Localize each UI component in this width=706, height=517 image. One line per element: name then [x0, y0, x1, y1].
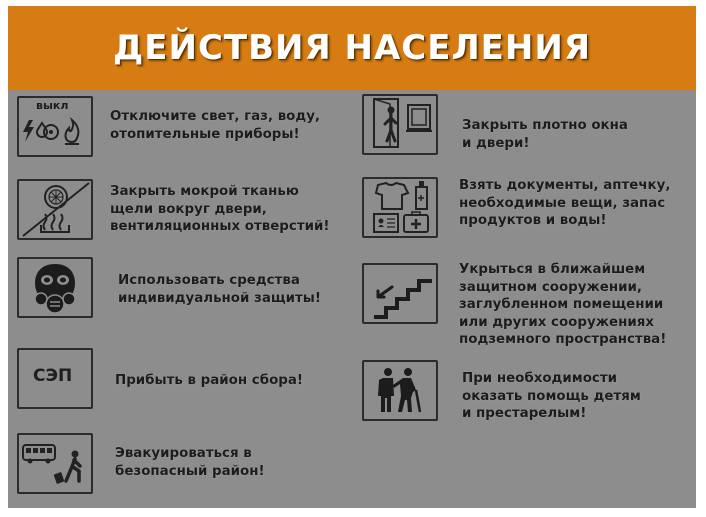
item-text: Закрыть мокрой тканью щели вокруг двери, вентиляционных отверстий!	[110, 184, 330, 234]
item-text: Укрыться в ближайшем защитном сооружении, заглубленном помещении или других сооружениях подземного пространства!	[459, 262, 667, 347]
item-text: Отключите свет, газ, воду, отопительные приборы!	[110, 109, 321, 142]
documents-kit-icon	[362, 177, 438, 238]
item-text: Прибыть в район сбора!	[115, 373, 303, 388]
shelter-stairs-icon	[362, 263, 438, 324]
door-window-icon	[362, 94, 438, 155]
item-text: Закрыть плотно окна и двери!	[462, 118, 628, 151]
box-label: СЭП	[33, 366, 73, 386]
item-text: Взять документы, аптечку, необходимые вещи, запас продуктов и воды!	[459, 178, 671, 228]
fan-heater-crossed-icon	[17, 179, 93, 240]
box-label: выкл	[36, 99, 69, 112]
item-text: Эвакуироваться в безопасный район!	[115, 446, 265, 479]
page-title: ДЕЙСТВИЯ НАСЕЛЕНИЯ	[113, 28, 591, 68]
header-banner	[8, 6, 696, 90]
item-text: При необходимости оказать помощь детям и престарелым!	[462, 371, 641, 421]
item-text: Использовать средства индивидуальной защиты!	[118, 273, 322, 306]
gas-mask-icon	[17, 257, 93, 318]
bus-traveler-icon	[17, 433, 93, 494]
help-elderly-icon	[362, 360, 438, 421]
